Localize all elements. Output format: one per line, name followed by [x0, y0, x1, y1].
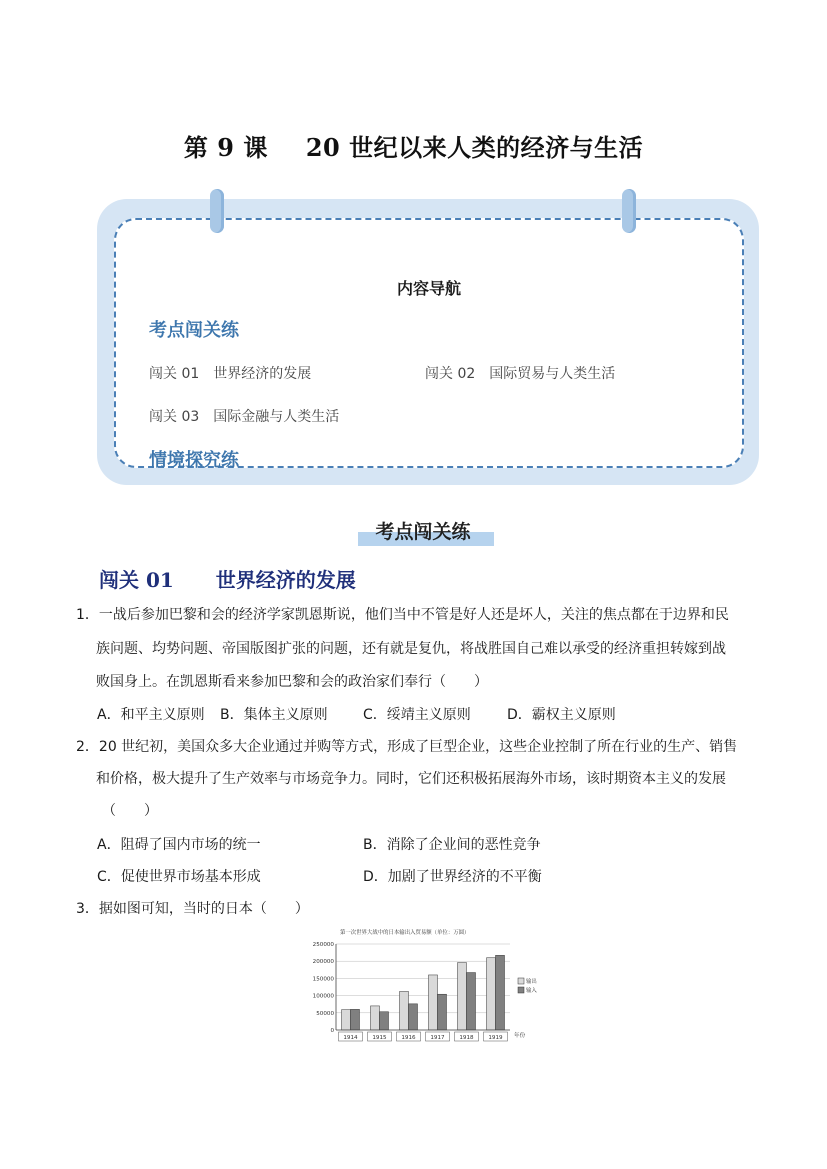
chart-y-tick-label: 250000 [312, 942, 334, 948]
page-title [0, 128, 827, 163]
lesson-number: 第 9 课 [183, 133, 268, 162]
chart-bar-输出 [400, 991, 409, 1030]
binder-pin-icon [210, 189, 224, 233]
question-1-line-1: 1．一战后参加巴黎和会的经济学家凯恩斯说，他们当中不管是好人还是坏人，关注的焦点都在于边界和民 [76, 607, 729, 623]
chart-bar-输出 [371, 1006, 380, 1030]
chart-title: 第一次世界大战中的日本输出入贸易额（单位：万圆） [340, 930, 470, 936]
question-2-line-3: （ ） [102, 803, 158, 819]
question-2-line-2: 和价格，极大提升了生产效率与市场竞争力。同时，它们还积极拓展海外市场，该时期资本主义的发展 [96, 771, 726, 787]
chart-x-axis-label: 年份 [514, 1033, 526, 1039]
question-2-line-1: 2．20 世纪初，美国众多大企业通过并购等方式，形成了巨型企业，这些企业控制了所在行业的生产、销售 [76, 739, 738, 755]
nav-section-scenario[interactable]: 情境探究练 [149, 450, 239, 471]
lesson-topic: 20 世纪以来人类的经济与生活 [305, 133, 644, 162]
trade-bar-chart [300, 926, 540, 1046]
question-2-option-d[interactable]: D．加剧了世界经济的不平衡 [363, 869, 542, 885]
question-1-option-d[interactable]: D．霸权主义原则 [507, 707, 616, 723]
chart-x-ticks [339, 1032, 508, 1041]
chart-bar-输入 [467, 973, 476, 1030]
question-1-option-c[interactable]: C．绥靖主义原则 [363, 707, 471, 723]
question-1-line-3: 败国身上。在凯恩斯看来参加巴黎和会的政治家们奉行（ ） [96, 674, 488, 690]
nav-item-number: 闯关 03 [149, 409, 200, 425]
chart-x-tick-label: 1918 [459, 1035, 474, 1041]
chart-bar-输出 [487, 958, 496, 1030]
chart-x-tick-label: 1919 [488, 1035, 503, 1041]
nav-item-level-02[interactable] [425, 363, 615, 383]
chart-y-tick-label: 50000 [316, 1010, 334, 1017]
chart-x-tick-label: 1917 [430, 1035, 445, 1041]
content-navigation-frame [114, 218, 744, 471]
chart-legend-label: 输入 [526, 988, 537, 994]
nav-item-label: 世界经济的发展 [213, 366, 312, 382]
level-heading [99, 564, 356, 593]
nav-item-level-03[interactable] [149, 406, 339, 426]
chart-y-tick-label: 0 [330, 1028, 334, 1034]
section-banner [352, 515, 494, 549]
chart-legend-swatch [518, 978, 524, 984]
chart-y-tick-label: 200000 [312, 959, 334, 966]
chart-bar-输入 [351, 1009, 360, 1030]
chart-bars [342, 955, 505, 1030]
question-2-option-a[interactable]: A．阻碍了国内市场的统一 [97, 837, 261, 853]
nav-section-checkpoint[interactable]: 考点闯关练 [149, 320, 239, 341]
chart-y-ticks [313, 942, 335, 1034]
level-number: 闯关 01 [99, 568, 174, 592]
chart-x-tick-label: 1916 [401, 1035, 416, 1041]
chart-legend-swatch [518, 987, 524, 993]
question-2-option-b[interactable]: B．消除了企业间的恶性竞争 [363, 837, 541, 853]
nav-item-label: 国际金融与人类生活 [213, 409, 340, 425]
chart-bar-输入 [409, 1004, 418, 1030]
nav-heading: 内容导航 [396, 279, 461, 298]
chart-y-tick-label: 100000 [312, 993, 334, 1000]
chart-bar-输入 [380, 1012, 389, 1030]
chart-legend [518, 977, 537, 994]
question-3-stem: 3．据如图可知，当时的日本（ ） [76, 901, 309, 917]
chart-bar-输出 [429, 975, 438, 1030]
nav-item-number: 闯关 01 [149, 366, 200, 382]
question-1-line-2: 族问题、均势问题、帝国版图扩张的问题，还有就是复仇，将战胜国自己难以承受的经济重担转嫁到战 [96, 641, 726, 657]
question-1-option-b[interactable]: B．集体主义原则 [220, 707, 328, 723]
chart-legend-label: 输出 [526, 979, 537, 985]
question-2-option-c[interactable]: C．促使世界市场基本形成 [97, 869, 261, 885]
chart-bar-输入 [496, 955, 505, 1030]
chart-gridlines [336, 944, 510, 1030]
level-label: 世界经济的发展 [215, 568, 356, 592]
chart-bar-输出 [342, 1010, 351, 1030]
chart-bar-输出 [458, 963, 467, 1030]
chart-x-tick-label: 1915 [372, 1035, 387, 1041]
chart-y-tick-label: 150000 [312, 976, 334, 983]
chart-bar-输入 [438, 994, 447, 1030]
nav-item-number: 闯关 02 [425, 366, 476, 382]
content-navigation-card [97, 199, 759, 485]
chart-x-tick-label: 1914 [343, 1035, 358, 1041]
binder-pin-icon [622, 189, 636, 233]
question-1-option-a[interactable]: A．和平主义原则 [97, 707, 205, 723]
nav-item-label: 国际贸易与人类生活 [489, 366, 616, 382]
nav-item-level-01[interactable] [149, 363, 311, 383]
section-banner-text: 考点闯关练 [375, 521, 471, 543]
